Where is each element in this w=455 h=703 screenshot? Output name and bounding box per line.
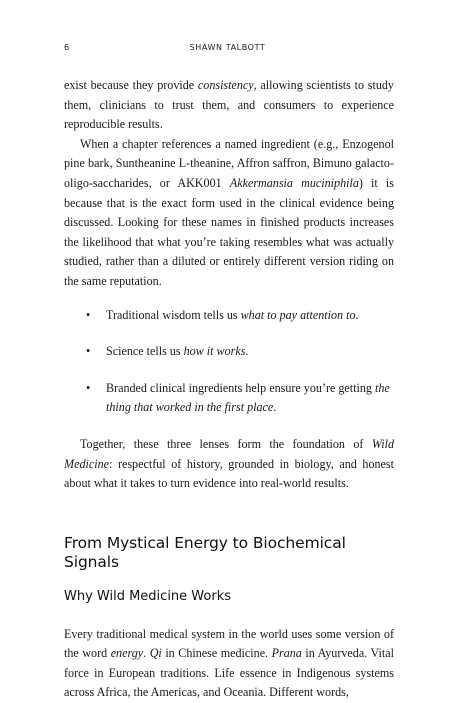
paragraph-continued <box>64 76 394 135</box>
italic-run: how it works <box>183 344 246 359</box>
text-run: exist because they provide <box>64 78 198 92</box>
running-head <box>64 43 391 57</box>
text-run: . <box>143 646 150 661</box>
text-run: Science tells us <box>106 344 184 359</box>
text-run: in Ayurveda. Vital force in European traditions. Life essence in Indigenous systems across Africa, the Americas, and Oceania. Different words, <box>64 646 394 700</box>
italic-run: the thing that worked in the first place <box>106 380 390 415</box>
section-heading: From Mystical Energy to Biochemical Signals <box>64 533 346 571</box>
body-text <box>64 76 394 703</box>
text-run: . <box>245 344 249 359</box>
text-run: in Chinese medicine. <box>161 646 272 661</box>
text-run: : respectful of history, grounded in biology, and honest about what it takes to turn evidence into real-world results. <box>64 456 394 491</box>
subsection-heading: Why Wild Medicine Works <box>64 588 231 604</box>
bullet-item <box>64 342 394 362</box>
text-run: Traditional wisdom tells us <box>106 307 241 322</box>
text-run: . <box>273 400 277 415</box>
italic-run: consistency <box>197 78 254 92</box>
page-number: 6 <box>64 43 70 52</box>
text-run: , allowing scientists to study them, clinicians to trust them, and consumers to experience reproducible results. <box>64 78 394 132</box>
bullet-item <box>64 306 394 326</box>
bullet-marker: • <box>86 344 91 359</box>
bullet-marker: • <box>86 307 91 322</box>
text-run: Branded clinical ingredients help ensure you’re getting <box>106 380 375 395</box>
text-run: . <box>355 307 359 322</box>
italic-run: Wild Medicine <box>64 436 394 471</box>
paragraph-energy <box>64 625 394 703</box>
paragraph-named-ingredients <box>64 135 394 292</box>
running-head-author: SHAWN TALBOTT <box>189 43 266 52</box>
text-run: When a chapter references a named ingredient (e.g., Enzogenol pine bark, Suntheanine L-theanine, Affron saffron, Bimuno galacto-oligo-saccharides, or AKK001 <box>64 136 394 190</box>
text-run: Together, these three lenses form the foundation of <box>80 436 372 451</box>
italic-run: Prana <box>271 646 302 661</box>
paragraph-three-lenses <box>64 435 394 494</box>
bullet-item <box>64 379 394 418</box>
italic-run: what to pay attention to <box>240 307 356 322</box>
bullet-list <box>64 306 394 418</box>
bullet-marker: • <box>86 380 91 395</box>
italic-run: Akkermansia muciniphila <box>229 175 359 190</box>
italic-run: Qi <box>149 646 162 661</box>
italic-run: energy <box>110 646 144 661</box>
text-run: Every traditional medical system in the world uses some version of the word <box>64 626 394 661</box>
text-run: ) it is because that is the exact form used in the clinical evidence being discussed. Looking for these names in finished products increases the likelihood that what you’re taking resembles what was actually studied, rather than a diluted or entirely different version riding on the same reputation. <box>64 175 394 288</box>
